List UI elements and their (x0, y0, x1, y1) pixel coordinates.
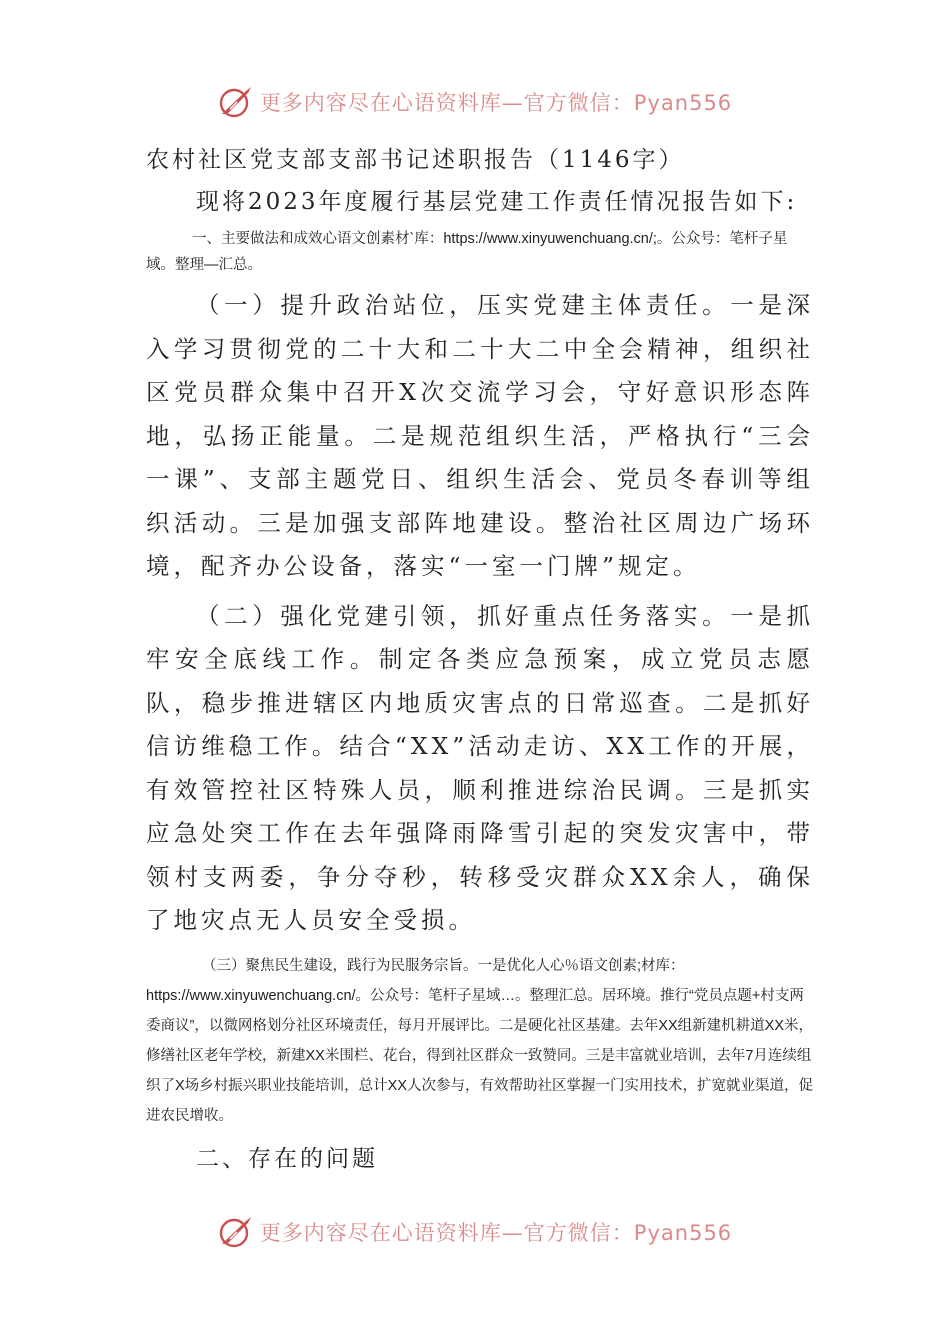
watermark-text: 更多内容尽在心语资料库—官方微信：Pyan556 (259, 91, 733, 115)
watermark-text: 更多内容尽在心语资料库—官方微信：Pyan556 (259, 1221, 733, 1245)
paragraph-2: （二）强化党建引领，抓好重点任务落实。一是抓牢安全底线工作。制定各类应急预案，成立党员志愿队，稳步推进辖区内地质灾害点的日常巡查。二是抓好信访维稳工作。结合“XX”活动走访、XX工作的开展，有效管控社区特殊人员，顺利推进综治民调。三是抓实应急处突工作在去年强降雨降雪引起的突发灾害中，带领村支两委，争分夺秒，转移受灾群众XX余人，确保了地灾点无人员安全受损。 (146, 601, 814, 934)
paragraph-1: （一）提升政治站位，压实党建主体责任。一是深入学习贯彻党的二十大和二十大二中全会精神，组织社区党员群众集中召开X次交流学习会，守好意识形态阵地，弘扬正能量。二是规范组织生活，严格执行“三会一课”、支部主题党日、组织生活会、党员冬春训等组织活动。三是加强支部阵地建设。整治社区周边广场环境，配齐办公设备，落实“一室一门牌”规定。 (146, 291, 814, 580)
document-body (146, 140, 814, 1179)
quill-logo-icon (218, 84, 254, 120)
section-2-heading: 二、存在的问题 (196, 1145, 378, 1172)
watermark-banner-bottom (0, 1212, 950, 1252)
quill-logo-icon (218, 1214, 254, 1250)
section-1-heading-line: 一、主要做法和成效心语文创素材`库：https://www.xinyuwenchuang.cn/;。公众号：笔杆子星域。整理—汇总。 (146, 231, 788, 273)
document-title: 农村社区党支部支部书记述职报告（1146字） (146, 147, 685, 173)
intro-paragraph: 现将2023年度履行基层党建工作责任情况报告如下: (196, 189, 798, 215)
paragraph-3: （三）聚焦民生建设，践行为民服务宗旨。一是优化人心％语文创素;材库：https://www.xinyuwenchuang.cn/。公众号：笔杆子星域…。整理汇总。居环境。推行“党员点题+村支两委商议”，以微网格划分社区环境责任，每月开展评比。二是硬化社区基建。去年XX组新建机耕道XX米，修缮社区老年学校，新建XX米围栏、花台，得到社区群众一致赞同。三是丰富就业培训，去年7月连续组织了X场乡村振兴职业技能培训，总计XX人次参与，有效帮助社区掌握一门实用技术，扩宽就业渠道，促进农民增收。 (146, 957, 814, 1124)
watermark-banner-top (0, 82, 950, 122)
